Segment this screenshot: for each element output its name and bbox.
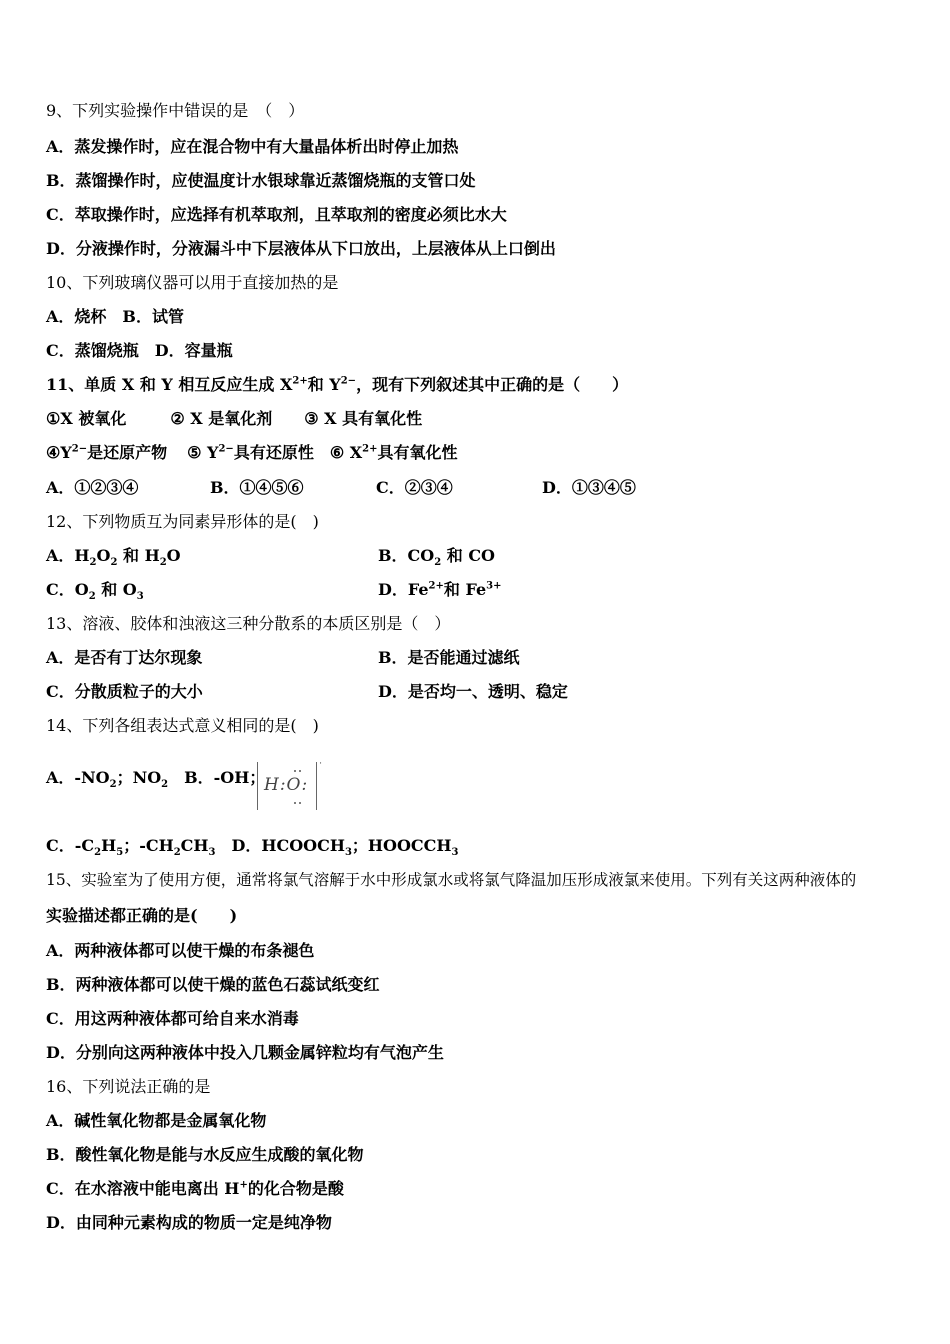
q9-option-c: C．萃取操作时，应选择有机萃取剂，且萃取剂的密度必须比水大	[46, 205, 507, 224]
q16-option-b: B．酸性氧化物是能与水反应生成酸的氧化物	[46, 1145, 364, 1164]
q15-stem-line1: 15、实验室为了使用方便，通常将氯气溶解于水中形成氯水或将氯气降温加压形成液氯来使用。下列有关这两种液体的	[46, 871, 857, 889]
q12-option-b: B．$CO_2$ 和 CO	[378, 546, 495, 569]
q11-option-a: A．①②③④	[46, 478, 139, 497]
q12-stem: 12、下列物质互为同素异形体的是( )	[46, 512, 319, 531]
lone-pair-dot	[299, 802, 301, 804]
q11-stem: 11、单质 X 和 Y 相互反应生成 $X^{2+}$和 $Y^{2-}$，现有下列叙述其中正确的是（ ）	[46, 375, 629, 394]
q10-options-ab: A．烧杯 B．试管	[46, 307, 184, 326]
q13-option-d: D．是否均一、透明、稳定	[378, 682, 568, 701]
q12-option-a: A．$H_2O_2$ 和 $H_2O$	[46, 546, 181, 569]
q9-option-a: A．蒸发操作时，应在混合物中有大量晶体析出时停止加热	[46, 137, 459, 156]
q15-option-c: C．用这两种液体都可给自来水消毒	[46, 1009, 299, 1028]
q11-option-b: B．①④⑤⑥	[210, 478, 304, 497]
q15-stem-line2: 实验描述都正确的是( )	[46, 906, 238, 925]
q13-option-c: C．分散质粒子的大小	[46, 682, 203, 701]
q15-option-b: B．两种液体都可以使干燥的蓝色石蕊试纸变红	[46, 975, 380, 994]
q11-option-c: C．②③④	[376, 478, 453, 497]
q16-option-c: C．在水溶液中能电离出 H+的化合物是酸	[46, 1179, 344, 1198]
lone-pair-dot	[299, 770, 301, 772]
q12-option-d: D．$Fe^{2+}$和 $Fe^{3+}$	[378, 580, 502, 599]
q15-option-d: D．分别向这两种液体中投入几颗金属锌粒均有气泡产生	[46, 1043, 444, 1062]
q11-option-d: D．①③④⑤	[542, 478, 636, 497]
q13-option-a: A．是否有丁达尔现象	[46, 648, 203, 667]
charge-mark-icon: ·	[319, 759, 322, 769]
q12-option-c: C．$O_2$ 和 $O_3$	[46, 580, 144, 603]
q10-options-cd: C．蒸馏烧瓶 D．容量瓶	[46, 341, 233, 360]
q9-stem: 9、下列实验操作中错误的是 （ ）	[46, 101, 305, 120]
q9-option-d: D．分液操作时，分液漏斗中下层液体从下口放出，上层液体从上口倒出	[46, 239, 556, 258]
q13-stem: 13、溶液、胶体和浊液这三种分散系的本质区别是（ ）	[46, 614, 451, 633]
lone-pair-dot	[294, 770, 296, 772]
q16-option-a: A．碱性氧化物都是金属氧化物	[46, 1111, 267, 1130]
q13-option-b: B．是否能通过滤纸	[378, 648, 520, 667]
lewis-structure-image	[257, 759, 322, 810]
lewis-formula: H:O:	[264, 775, 309, 795]
q14-stem: 14、下列各组表达式意义相同的是( )	[46, 716, 319, 735]
q10-stem: 10、下列玻璃仪器可以用于直接加热的是	[46, 273, 339, 292]
q14-options-ab: A．$-NO_2$；$NO_2$ B．-OH；	[46, 768, 266, 791]
lone-pair-dot	[294, 802, 296, 804]
q16-stem: 16、下列说法正确的是	[46, 1077, 211, 1096]
q16-option-d: D．由同种元素构成的物质一定是纯净物	[46, 1213, 332, 1232]
q14-options-cd: C．$-C_2H_5$；$-CH_2CH_3$ D．$HCOOCH_3$；$HOOCCH_3$	[46, 836, 459, 859]
q11-statements-1: ①X 被氧化 ② X 是氧化剂 ③ X 具有氧化性	[46, 409, 423, 428]
q15-option-a: A．两种液体都可以使干燥的布条褪色	[46, 941, 315, 960]
q11-statements-2: $④Y^{2-}$是还原产物 ⑤ $Y^{2-}$具有还原性 ⑥ $X^{2+}$具有氧化性	[46, 443, 458, 462]
q9-option-b: B．蒸馏操作时，应使温度计水银球靠近蒸馏烧瓶的支管口处	[46, 171, 476, 190]
